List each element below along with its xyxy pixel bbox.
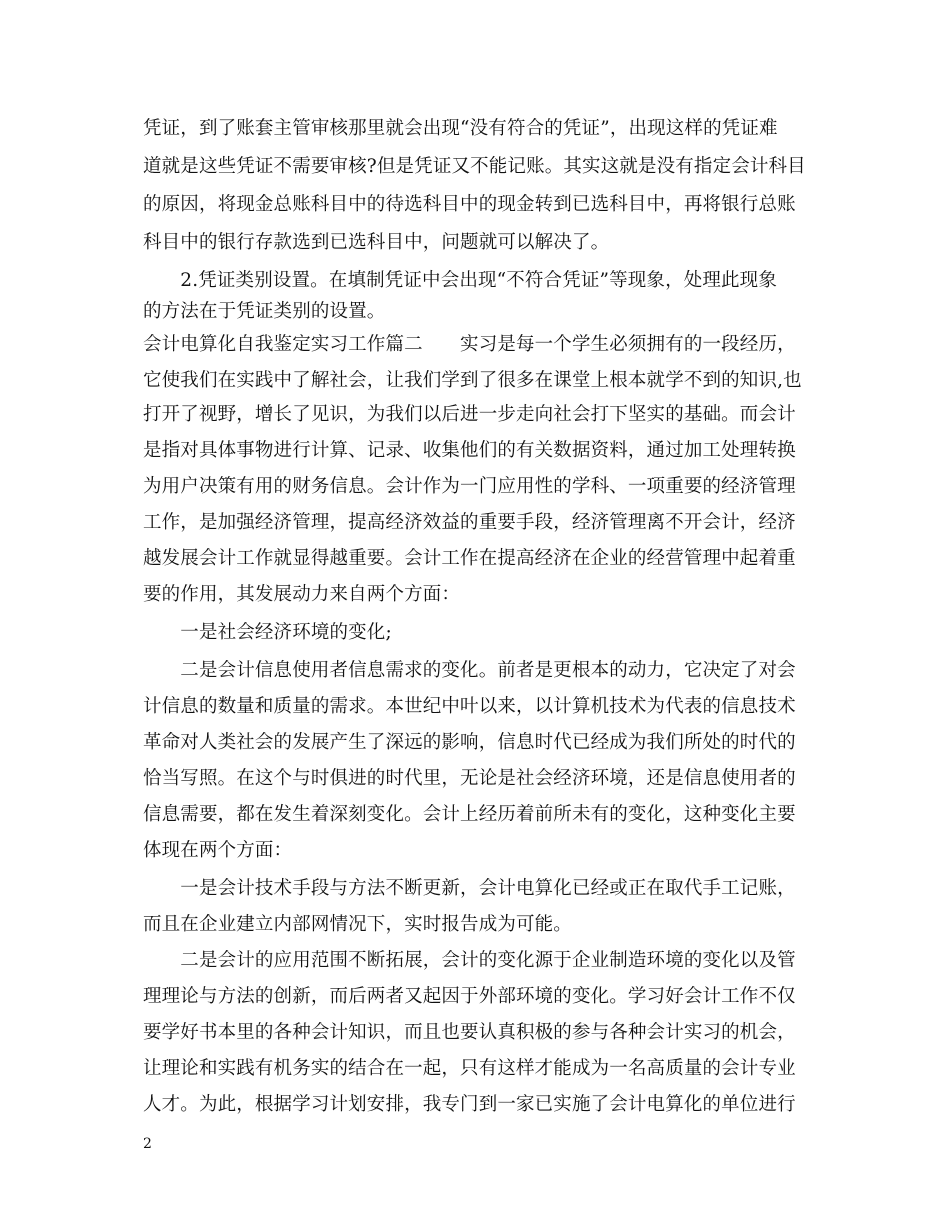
text-line: 体现在两个方面： [143,840,293,861]
text-line: 道就是这些凭证不需要审核?但是凭证又不能记账。其实这就是没有指定会计科目 [143,156,806,177]
text-line: 让理论和实践有机务实的结合在一起，只有这样才能成为一名高质量的会计专业 [143,1058,796,1079]
text-line: 二是会计信息使用者信息需求的变化。前者是更根本的动力，它决定了对会 [143,660,796,681]
text-line: 信息需要，都在发生着深刻变化。会计上经历着前所未有的变化，这种变化主要 [143,804,796,825]
text-line: 为用户决策有用的财务信息。会计作为一门应用性的学科、一项重要的经济管理 [143,476,796,497]
text-line: 一是会计技术手段与方法不断更新，会计电算化已经或正在取代手工记账， [143,878,796,899]
text-line: 凭证，到了账套主管审核那里就会出现“没有符合的凭证”，出现这样的凭证难 [143,118,778,139]
text-line: 科目中的银行存款选到已选科目中，问题就可以解决了。 [143,232,610,253]
text-line: 一是社会经济环境的变化; [143,622,392,643]
text-line: 人才。为此，根据学习计划安排，我专门到一家已实施了会计电算化的单位进行 [143,1094,796,1115]
text-line: 要学好书本里的各种会计知识，而且也要认真积极的参与各种会计实习的机会， [143,1022,796,1043]
text-line: 的方法在于凭证类别的设置。 [143,301,386,322]
text-line: 二是会计的应用范围不断拓展，会计的变化源于企业制造环境的变化以及管 [143,950,796,971]
text-line: 工作，是加强经济管理，提高经济效益的重要手段，经济管理离不开会计，经济 [143,512,796,533]
text-line: 打开了视野，增长了见识，为我们以后进一步走向社会打下坚实的基础。而会计 [143,404,796,425]
text-line: 要的作用，其发展动力来自两个方面： [143,584,461,605]
text-line: 而且在企业建立内部网情况下，实时报告成为可能。 [143,914,572,935]
text-line: 理理论与方法的创新，而后两者又起因于外部环境的变化。学习好会计工作不仅 [143,986,796,1007]
page-number: 2 [143,1136,152,1152]
text-line: 2.凭证类别设置。在填制凭证中会出现“不符合凭证”等现象，处理此现象 [143,270,777,291]
text-line: 计信息的数量和质量的需求。本世纪中叶以来，以计算机技术为代表的信息技术 [143,696,796,717]
text-line: 它使我们在实践中了解社会，让我们学到了很多在课堂上根本就学不到的知识,也 [143,370,802,391]
section-heading-line: 会计电算化自我鉴定实习工作篇二 实习是每一个学生必须拥有的一段经历， [143,334,796,355]
text-line: 革命对人类社会的发展产生了深远的影响，信息时代已经成为我们所处的时代的 [143,732,796,753]
text-line: 越发展会计工作就显得越重要。会计工作在提高经济在企业的经营管理中起着重 [143,548,796,569]
text-line: 恰当写照。在这个与时俱进的时代里，无论是社会经济环境，还是信息使用者的 [143,768,796,789]
text-line: 的原因，将现金总账科目中的待选科目中的现金转到已选科目中，再将银行总账 [143,194,796,215]
text-line: 是指对具体事物进行计算、记录、收集他们的有关数据资料，通过加工处理转换 [143,440,796,461]
